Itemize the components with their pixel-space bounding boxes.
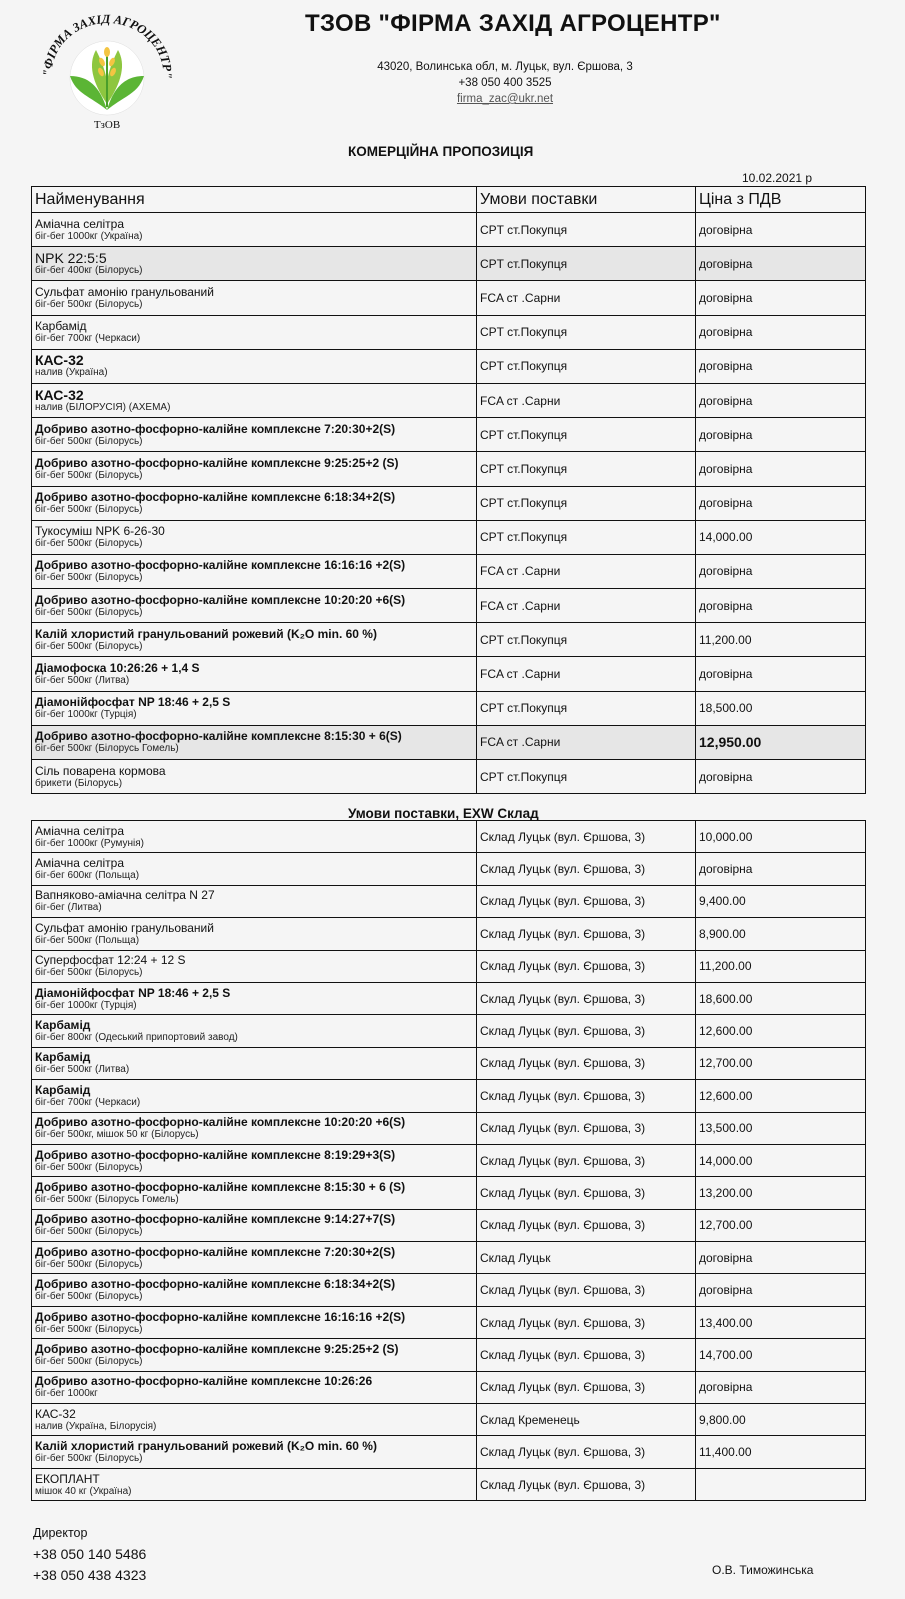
product-name: Добриво азотно-фосфорно-калійне комплексне 8:15:30 + 6 (S) [35,1179,406,1194]
product-cell [32,520,477,554]
header-terms: Умови поставки [477,187,696,213]
price-cell: договірна [696,383,866,417]
product-packaging: брикети (Білорусь) [35,777,123,789]
price-cell: 12,700.00 [696,1047,866,1079]
price-cell: 12,950.00 [696,725,866,759]
product-packaging: біг-бег 500кг, мішок 50 кг (Білорусь) [35,1129,199,1141]
product-cell [32,623,477,657]
delivery-terms: CPT ст.Покупця [477,760,696,794]
product-cell [32,1047,477,1079]
director-phone-2: +38 050 438 4323 [33,1567,147,1583]
product-packaging: біг-бег 500кг (Білорусь) [35,298,143,310]
delivery-terms: CPT ст.Покупця [477,452,696,486]
price-cell: договірна [696,760,866,794]
delivery-terms: FCA ст .Сарни [477,383,696,417]
table-row [32,281,866,315]
product-name: Калій хлористий гранульований рожевий (K₂O min. 60 %) [35,626,377,641]
product-name: Добриво азотно-фосфорно-калійне комплексне 6:18:34+2(S) [35,1277,396,1292]
price-cell: договірна [696,1274,866,1306]
delivery-terms: FCA ст .Сарни [477,725,696,759]
table-row [32,315,866,349]
product-packaging: біг-бег 600кг (Польща) [35,870,140,882]
product-cell [32,1339,477,1371]
document-date: 10.02.2021 р [742,171,813,185]
product-cell [32,418,477,452]
price-cell: 13,200.00 [696,1177,866,1209]
price-cell: 12,600.00 [696,1015,866,1047]
price-cell: договірна [696,853,866,885]
product-packaging: біг-бег 500кг (Литва) [35,675,130,687]
product-name: Карбамід [35,1082,91,1097]
product-name: Добриво азотно-фосфорно-калійне комплексне 7:20:30+2(S) [35,1244,396,1259]
product-name: Діамонійфосфат NP 18:46 + 2,5 S [35,985,231,1000]
table-row [32,950,866,982]
table-row [32,1080,866,1112]
product-cell [32,760,477,794]
table-row [32,1274,866,1306]
price-cell [696,1468,866,1500]
product-name: Добриво азотно-фосфорно-калійне комплексне 7:20:30+2(S) [35,421,396,436]
product-cell [32,885,477,917]
table-row [32,691,866,725]
table-row [32,760,866,794]
delivery-terms: FCA ст .Сарни [477,657,696,691]
product-name: Діамонійфосфат NP 18:46 + 2,5 S [35,695,231,710]
delivery-terms: Склад Луцьк (вул. Єршова, 3) [477,853,696,885]
product-cell [32,213,477,247]
delivery-terms: Склад Луцьк (вул. Єршова, 3) [477,1144,696,1176]
product-packaging: мішок 40 кг (Україна) [35,1485,132,1497]
product-packaging: біг-бег 1000кг [35,1388,98,1400]
product-packaging: біг-бег 1000кг (Україна) [35,230,143,242]
table-row [32,383,866,417]
product-cell [32,281,477,315]
product-cell [32,554,477,588]
footer-contacts [33,1523,146,1586]
delivery-terms: CPT ст.Покупця [477,418,696,452]
product-name: Сіль поварена кормова [35,763,166,778]
delivery-terms: Склад Луцьк (вул. Єршова, 3) [477,1468,696,1500]
product-cell [32,383,477,417]
product-name: ЕКОПЛАНТ [35,1471,100,1486]
price-cell: 12,700.00 [696,1209,866,1241]
table-row [32,1112,866,1144]
product-packaging: біг-бег 500кг (Білорусь Гомель) [35,743,179,755]
product-packaging: біг-бег 500кг (Білорусь) [35,504,143,516]
table-header-row [32,187,866,213]
price-cell: договірна [696,452,866,486]
product-packaging: біг-бег 700кг (Черкаси) [35,1096,141,1108]
price-cell: 8,900.00 [696,918,866,950]
product-cell [32,1112,477,1144]
product-cell [32,950,477,982]
product-name: Добриво азотно-фосфорно-калійне комплексне 10:20:20 +6(S) [35,1115,406,1130]
company-logo [30,12,185,132]
delivery-terms: Склад Луцьк (вул. Єршова, 3) [477,821,696,853]
delivery-terms: Склад Луцьк (вул. Єршова, 3) [477,982,696,1014]
product-cell [32,1015,477,1047]
price-cell: 10,000.00 [696,821,866,853]
delivery-terms: Склад Луцьк (вул. Єршова, 3) [477,1274,696,1306]
product-name: Сульфат амонію гранульований [35,920,214,935]
price-cell: договірна [696,657,866,691]
product-name: Аміачна селітра [35,823,125,838]
delivery-terms: Склад Луцьк (вул. Єршова, 3) [477,1047,696,1079]
product-packaging: біг-бег 1000кг (Турція) [35,999,137,1011]
product-name: Добриво азотно-фосфорно-калійне комплексне 10:20:20 +6(S) [35,592,406,607]
delivery-terms: CPT ст.Покупця [477,691,696,725]
offer-title: КОМЕРЦІЙНА ПРОПОЗИЦІЯ [348,144,534,159]
delivery-terms: Склад Луцьк (вул. Єршова, 3) [477,1209,696,1241]
table-row [32,1177,866,1209]
table-row [32,1144,866,1176]
product-packaging: біг-бег 500кг (Білорусь) [35,1323,143,1335]
company-name: ТЗОВ "ФІРМА ЗАХІД АГРОЦЕНТР" [305,10,721,37]
offer-table-cpt [31,186,866,794]
table-row [32,1306,866,1338]
price-cell: договірна [696,213,866,247]
table-row [32,520,866,554]
company-address: 43020, Волинська обл, м. Луцьк, вул. Єршова, 3 [377,61,633,73]
table-row [32,725,866,759]
product-cell [32,853,477,885]
price-cell: договірна [696,589,866,623]
product-packaging: налив (Україна) [35,367,108,379]
product-cell [32,247,477,281]
product-name: Добриво азотно-фосфорно-калійне комплексне 16:16:16 +2(S) [35,558,406,573]
price-cell: 11,400.00 [696,1436,866,1468]
product-name: Добриво азотно-фосфорно-калійне комплексне 16:16:16 +2(S) [35,1309,406,1324]
product-name: Аміачна селітра [35,856,125,871]
product-packaging: біг-бег 500кг (Білорусь Гомель) [35,1193,179,1205]
product-cell [32,1209,477,1241]
product-packaging: біг-бег 700кг (Черкаси) [35,333,141,345]
company-email-link[interactable]: firma_zac@ukr.net [456,93,554,105]
table-row [32,821,866,853]
product-packaging: налив (Україна, Білорусія) [35,1420,157,1432]
product-name: Добриво азотно-фосфорно-калійне комплексне 9:25:25+2 (S) [35,455,399,470]
table-row [32,1242,866,1274]
product-packaging: біг-бег 400кг (Білорусь) [35,264,143,276]
table-row [32,452,866,486]
delivery-terms: Склад Луцьк (вул. Єршова, 3) [477,1080,696,1112]
product-packaging: біг-бег 800кг (Одеський припортовий завод) [35,1032,238,1044]
delivery-terms: FCA ст .Сарни [477,281,696,315]
section-title-exw: Умови поставки, EXW Склад [348,806,539,821]
product-packaging: біг-бег 500кг (Білорусь) [35,1258,143,1270]
price-cell: 11,200.00 [696,950,866,982]
table-row [32,213,866,247]
price-cell: 13,500.00 [696,1112,866,1144]
product-cell [32,1371,477,1403]
product-packaging: біг-бег 500кг (Білорусь) [35,606,143,618]
product-cell [32,982,477,1014]
price-cell: 13,400.00 [696,1306,866,1338]
table-row [32,589,866,623]
delivery-terms: Склад Луцьк (вул. Єршова, 3) [477,1015,696,1047]
price-cell: договірна [696,349,866,383]
product-packaging: біг-бег 500кг (Білорусь) [35,640,143,652]
product-cell [32,315,477,349]
product-packaging: біг-бег 500кг (Білорусь) [35,572,143,584]
table-row [32,349,866,383]
product-cell [32,821,477,853]
product-name: Карбамід [35,319,87,334]
table-row [32,657,866,691]
product-name: Сульфат амонію гранульований [35,284,214,299]
product-packaging: біг-бег 500кг (Білорусь) [35,967,143,979]
price-cell: 18,600.00 [696,982,866,1014]
product-name: Аміачна селітра [35,216,125,231]
delivery-terms: Склад Луцьк (вул. Єршова, 3) [477,1177,696,1209]
price-cell: 18,500.00 [696,691,866,725]
price-cell: договірна [696,1242,866,1274]
product-cell [32,918,477,950]
delivery-terms: CPT ст.Покупця [477,623,696,657]
table-row [32,1468,866,1500]
delivery-terms: Склад Луцьк (вул. Єршова, 3) [477,1436,696,1468]
price-cell: 14,700.00 [696,1339,866,1371]
product-cell [32,1177,477,1209]
table-row [32,1404,866,1436]
delivery-terms: Склад Луцьк (вул. Єршова, 3) [477,1339,696,1371]
table-row [32,885,866,917]
delivery-terms: CPT ст.Покупця [477,349,696,383]
product-name: Добриво азотно-фосфорно-калійне комплексне 6:18:34+2(S) [35,490,396,505]
delivery-terms: Склад Луцьк (вул. Єршова, 3) [477,1112,696,1144]
product-cell [32,452,477,486]
director-label: Директор [33,1526,88,1540]
price-cell: 14,000.00 [696,1144,866,1176]
product-name: Тукосуміш NPK 6-26-30 [35,524,165,539]
product-name: Діамофоска 10:26:26 + 1,4 S [35,661,200,676]
delivery-terms: Склад Луцьк (вул. Єршова, 3) [477,950,696,982]
svg-text:"ФІРМА ЗАХІД АГРОЦЕНТР": "ФІРМА ЗАХІД АГРОЦЕНТР" [40,12,175,79]
signer-name: О.В. Тиможинська [712,1563,814,1577]
product-packaging: біг-бег 500кг (Білорусь) [35,435,143,447]
product-cell [32,589,477,623]
table-row [32,918,866,950]
product-name: Добриво азотно-фосфорно-калійне комплексне 9:14:27+7(S) [35,1212,396,1227]
price-cell: договірна [696,1371,866,1403]
product-name: Вапняково-аміачна селітра N 27 [35,888,215,903]
table-row [32,1371,866,1403]
table-row [32,554,866,588]
product-name: Суперфосфат 12:24 + 12 S [35,953,186,968]
product-name: Добриво азотно-фосфорно-калійне комплексне 10:26:26 [35,1374,373,1389]
delivery-terms: FCA ст .Сарни [477,589,696,623]
product-name: КАС-32 [35,386,84,403]
product-name: Добриво азотно-фосфорно-калійне комплексне 8:19:29+3(S) [35,1147,396,1162]
delivery-terms: Склад Луцьк (вул. Єршова, 3) [477,1371,696,1403]
company-contacts [340,59,670,107]
product-cell [32,725,477,759]
price-cell: 9,800.00 [696,1404,866,1436]
table-row [32,486,866,520]
table-row [32,247,866,281]
price-cell: договірна [696,281,866,315]
product-cell [32,486,477,520]
product-cell [32,1404,477,1436]
product-name: Добриво азотно-фосфорно-калійне комплексне 9:25:25+2 (S) [35,1341,399,1356]
product-packaging: біг-бег (Литва) [35,902,102,914]
table-row [32,1015,866,1047]
product-packaging: біг-бег 500кг (Білорусь) [35,469,143,481]
price-cell: договірна [696,247,866,281]
delivery-terms: CPT ст.Покупця [477,520,696,554]
price-cell: 9,400.00 [696,885,866,917]
product-name: Калій хлористий гранульований рожевий (K₂O min. 60 %) [35,1439,377,1454]
delivery-terms: Склад Кременець [477,1404,696,1436]
delivery-terms: Склад Луцьк [477,1242,696,1274]
table-row [32,1436,866,1468]
director-phone-1: +38 050 140 5486 [33,1546,147,1562]
company-phone: +38 050 400 3525 [458,77,552,89]
price-cell: договірна [696,315,866,349]
table-row [32,1209,866,1241]
offer-table-exw [31,820,866,1501]
product-cell [32,1306,477,1338]
table-row [32,1047,866,1079]
product-name: Карбамід [35,1018,91,1033]
price-cell: договірна [696,418,866,452]
product-packaging: біг-бег 500кг (Білорусь) [35,1291,143,1303]
product-name: NPK 22:5:5 [35,249,107,266]
product-name: Добриво азотно-фосфорно-калійне комплексне 8:15:30 + 6(S) [35,729,402,744]
product-packaging: біг-бег 500кг (Білорусь) [35,1453,143,1465]
delivery-terms: CPT ст.Покупця [477,486,696,520]
product-packaging: біг-бег 500кг (Білорусь) [35,1161,143,1173]
header-name: Найменування [32,187,477,213]
delivery-terms: Склад Луцьк (вул. Єршова, 3) [477,918,696,950]
product-packaging: біг-бег 500кг (Білорусь) [35,1355,143,1367]
price-cell: 11,200.00 [696,623,866,657]
product-packaging: біг-бег 1000кг (Турція) [35,709,137,721]
price-cell: договірна [696,486,866,520]
table-row [32,418,866,452]
product-name: КАС-32 [35,352,84,369]
svg-text:ТзОВ: ТзОВ [93,119,121,131]
product-packaging: біг-бег 1000кг (Румунія) [35,837,144,849]
product-cell [32,1274,477,1306]
product-cell [32,1080,477,1112]
table-row [32,982,866,1014]
table-row [32,623,866,657]
product-cell [32,349,477,383]
product-packaging: біг-бег 500кг (Білорусь) [35,538,143,550]
delivery-terms: CPT ст.Покупця [477,213,696,247]
product-cell [32,657,477,691]
product-name: Карбамід [35,1050,91,1065]
product-packaging: біг-бег 500кг (Білорусь) [35,1226,143,1238]
price-cell: 14,000.00 [696,520,866,554]
price-cell: договірна [696,554,866,588]
header-price: Ціна з ПДВ [696,187,866,213]
product-name: КАС-32 [35,1406,76,1421]
delivery-terms: CPT ст.Покупця [477,315,696,349]
delivery-terms: Склад Луцьк (вул. Єршова, 3) [477,1306,696,1338]
delivery-terms: CPT ст.Покупця [477,247,696,281]
product-packaging: налив (БІЛОРУСІЯ) (АХЕМА) [35,401,171,413]
product-packaging: біг-бег 500кг (Польща) [35,934,140,946]
product-cell [32,1468,477,1500]
table-row [32,853,866,885]
delivery-terms: Склад Луцьк (вул. Єршова, 3) [477,885,696,917]
product-cell [32,1436,477,1468]
table-row [32,1339,866,1371]
product-cell [32,1242,477,1274]
product-packaging: біг-бег 500кг (Литва) [35,1064,130,1076]
product-cell [32,1144,477,1176]
product-cell [32,691,477,725]
delivery-terms: FCA ст .Сарни [477,554,696,588]
price-cell: 12,600.00 [696,1080,866,1112]
